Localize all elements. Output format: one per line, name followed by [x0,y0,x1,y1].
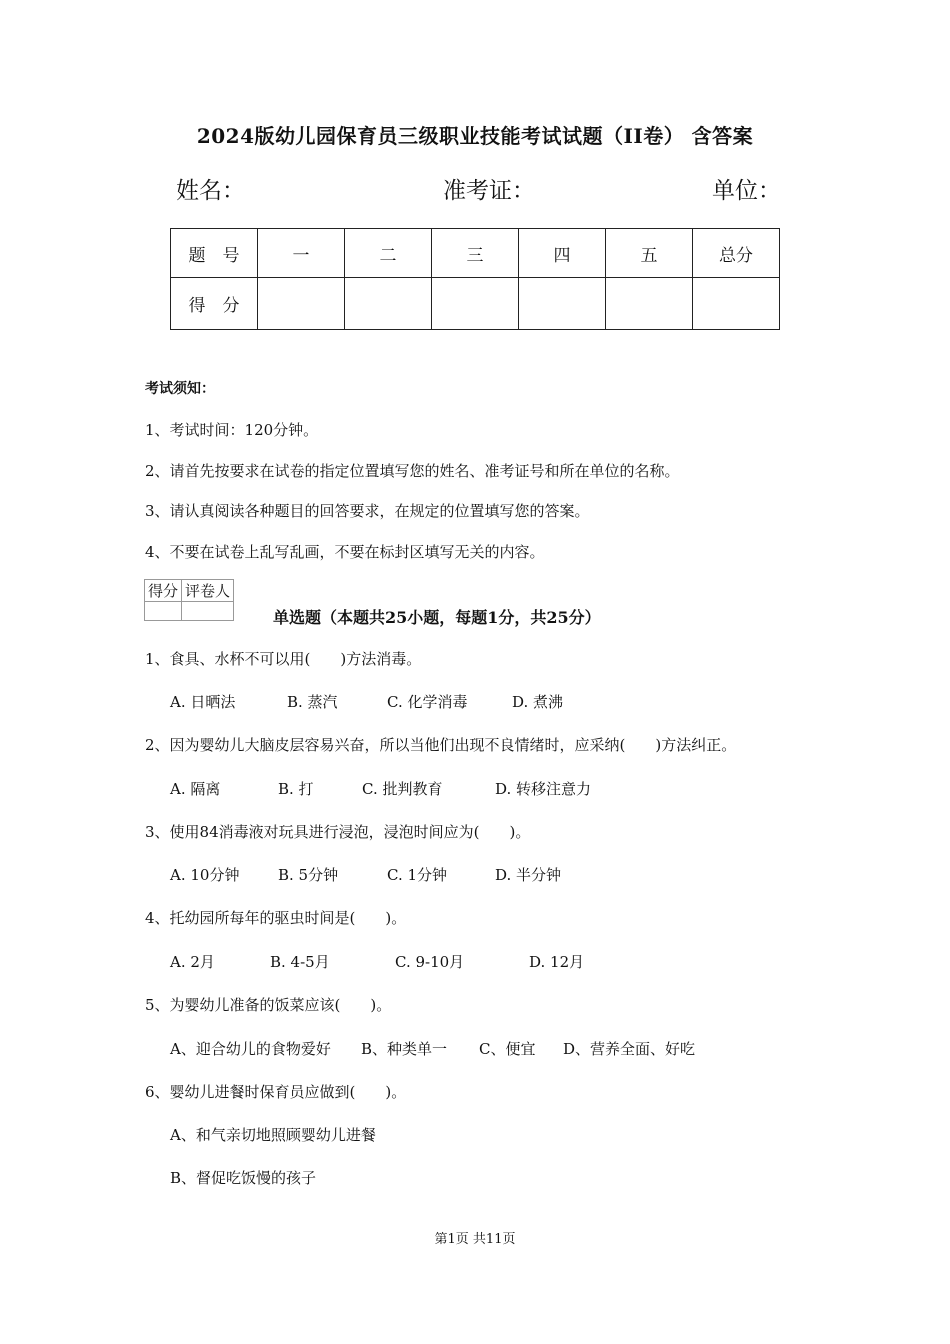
score-header-cell: 题 号 [171,229,258,278]
question-option[interactable]: C、便宜 [479,1040,536,1058]
question-stem: 3、使用84消毒液对玩具进行浸泡，浸泡时间应为( )。 [145,823,531,841]
name-label: 姓名： [176,178,245,204]
question-option[interactable]: B、督促吃饭慢的孩子 [170,1169,317,1187]
score-cell[interactable] [432,278,519,330]
score-header-cell: 三 [432,229,519,278]
notice-item: 1、考试时间：120分钟。 [145,421,319,439]
question-option[interactable]: D. 转移注意力 [495,780,592,798]
notice-title: 考试须知： [145,381,215,397]
question-option[interactable]: B、种类单一 [361,1040,448,1058]
question-option[interactable]: D、营养全面、好吃 [563,1040,696,1058]
score-header-cell: 四 [519,229,606,278]
score-header-cell: 五 [606,229,693,278]
question-option[interactable]: C. 批判教育 [362,780,443,798]
score-cell[interactable] [693,278,780,330]
question-stem: 5、为婴幼儿准备的饭菜应该( )。 [145,996,392,1014]
question-stem: 6、婴幼儿进餐时保育员应做到( )。 [145,1083,407,1101]
question-option[interactable]: D. 半分钟 [495,866,562,884]
page-footer: 第1页 共11页 [434,1232,516,1247]
question-option[interactable]: B. 5分钟 [278,866,339,884]
question-option[interactable]: D. 12月 [529,953,585,971]
question-stem: 1、食具、水杯不可以用( )方法消毒。 [145,650,422,668]
score-header-cell: 一 [258,229,345,278]
grader-name-label: 评卷人 [182,580,234,602]
question-option[interactable]: B. 蒸汽 [287,693,338,711]
question-option[interactable]: C. 9-10月 [395,953,465,971]
score-cell[interactable] [345,278,432,330]
question-option[interactable]: C. 1分钟 [387,866,448,884]
section-title: 单选题（本题共25小题，每题1分，共25分） [273,608,601,627]
notice-item: 4、不要在试卷上乱写乱画，不要在标封区填写无关的内容。 [145,543,545,561]
notice-item: 2、请首先按要求在试卷的指定位置填写您的姓名、准考证号和所在单位的名称。 [145,462,680,480]
grader-box [144,579,234,621]
question-option[interactable]: A. 10分钟 [170,866,240,884]
grader-score-cell[interactable] [145,602,182,621]
page-title: 2024版幼儿园保育员三级职业技能考试试题（II卷） 含答案 [196,124,754,148]
question-option[interactable]: B. 打 [278,780,314,798]
score-cell[interactable] [519,278,606,330]
exam-id-label: 准考证： [443,178,535,204]
question-option[interactable]: A. 隔离 [170,780,221,798]
question-option[interactable]: A. 日晒法 [170,693,236,711]
question-option[interactable]: A. 2月 [170,953,215,971]
score-table [170,228,780,330]
grader-name-cell[interactable] [182,602,234,621]
notice-item: 3、请认真阅读各种题目的回答要求，在规定的位置填写您的答案。 [145,502,590,520]
score-table-header-row [171,229,780,278]
score-row-label: 得 分 [171,278,258,330]
score-header-cell: 总分 [693,229,780,278]
question-option[interactable]: C. 化学消毒 [387,693,468,711]
score-cell[interactable] [606,278,693,330]
unit-label: 单位： [712,178,781,204]
question-stem: 2、因为婴幼儿大脑皮层容易兴奋，所以当他们出现不良情绪时，应采纳( )方法纠正。 [145,736,737,754]
score-table-score-row [171,278,780,330]
score-cell[interactable] [258,278,345,330]
question-option[interactable]: A、迎合幼儿的食物爱好 [170,1040,331,1058]
score-header-cell: 二 [345,229,432,278]
grader-score-label: 得分 [145,580,182,602]
question-option[interactable]: D. 煮沸 [512,693,564,711]
question-option[interactable]: A、和气亲切地照顾婴幼儿进餐 [170,1126,376,1144]
question-option[interactable]: B. 4-5月 [270,953,330,971]
question-stem: 4、托幼园所每年的驱虫时间是( )。 [145,909,407,927]
